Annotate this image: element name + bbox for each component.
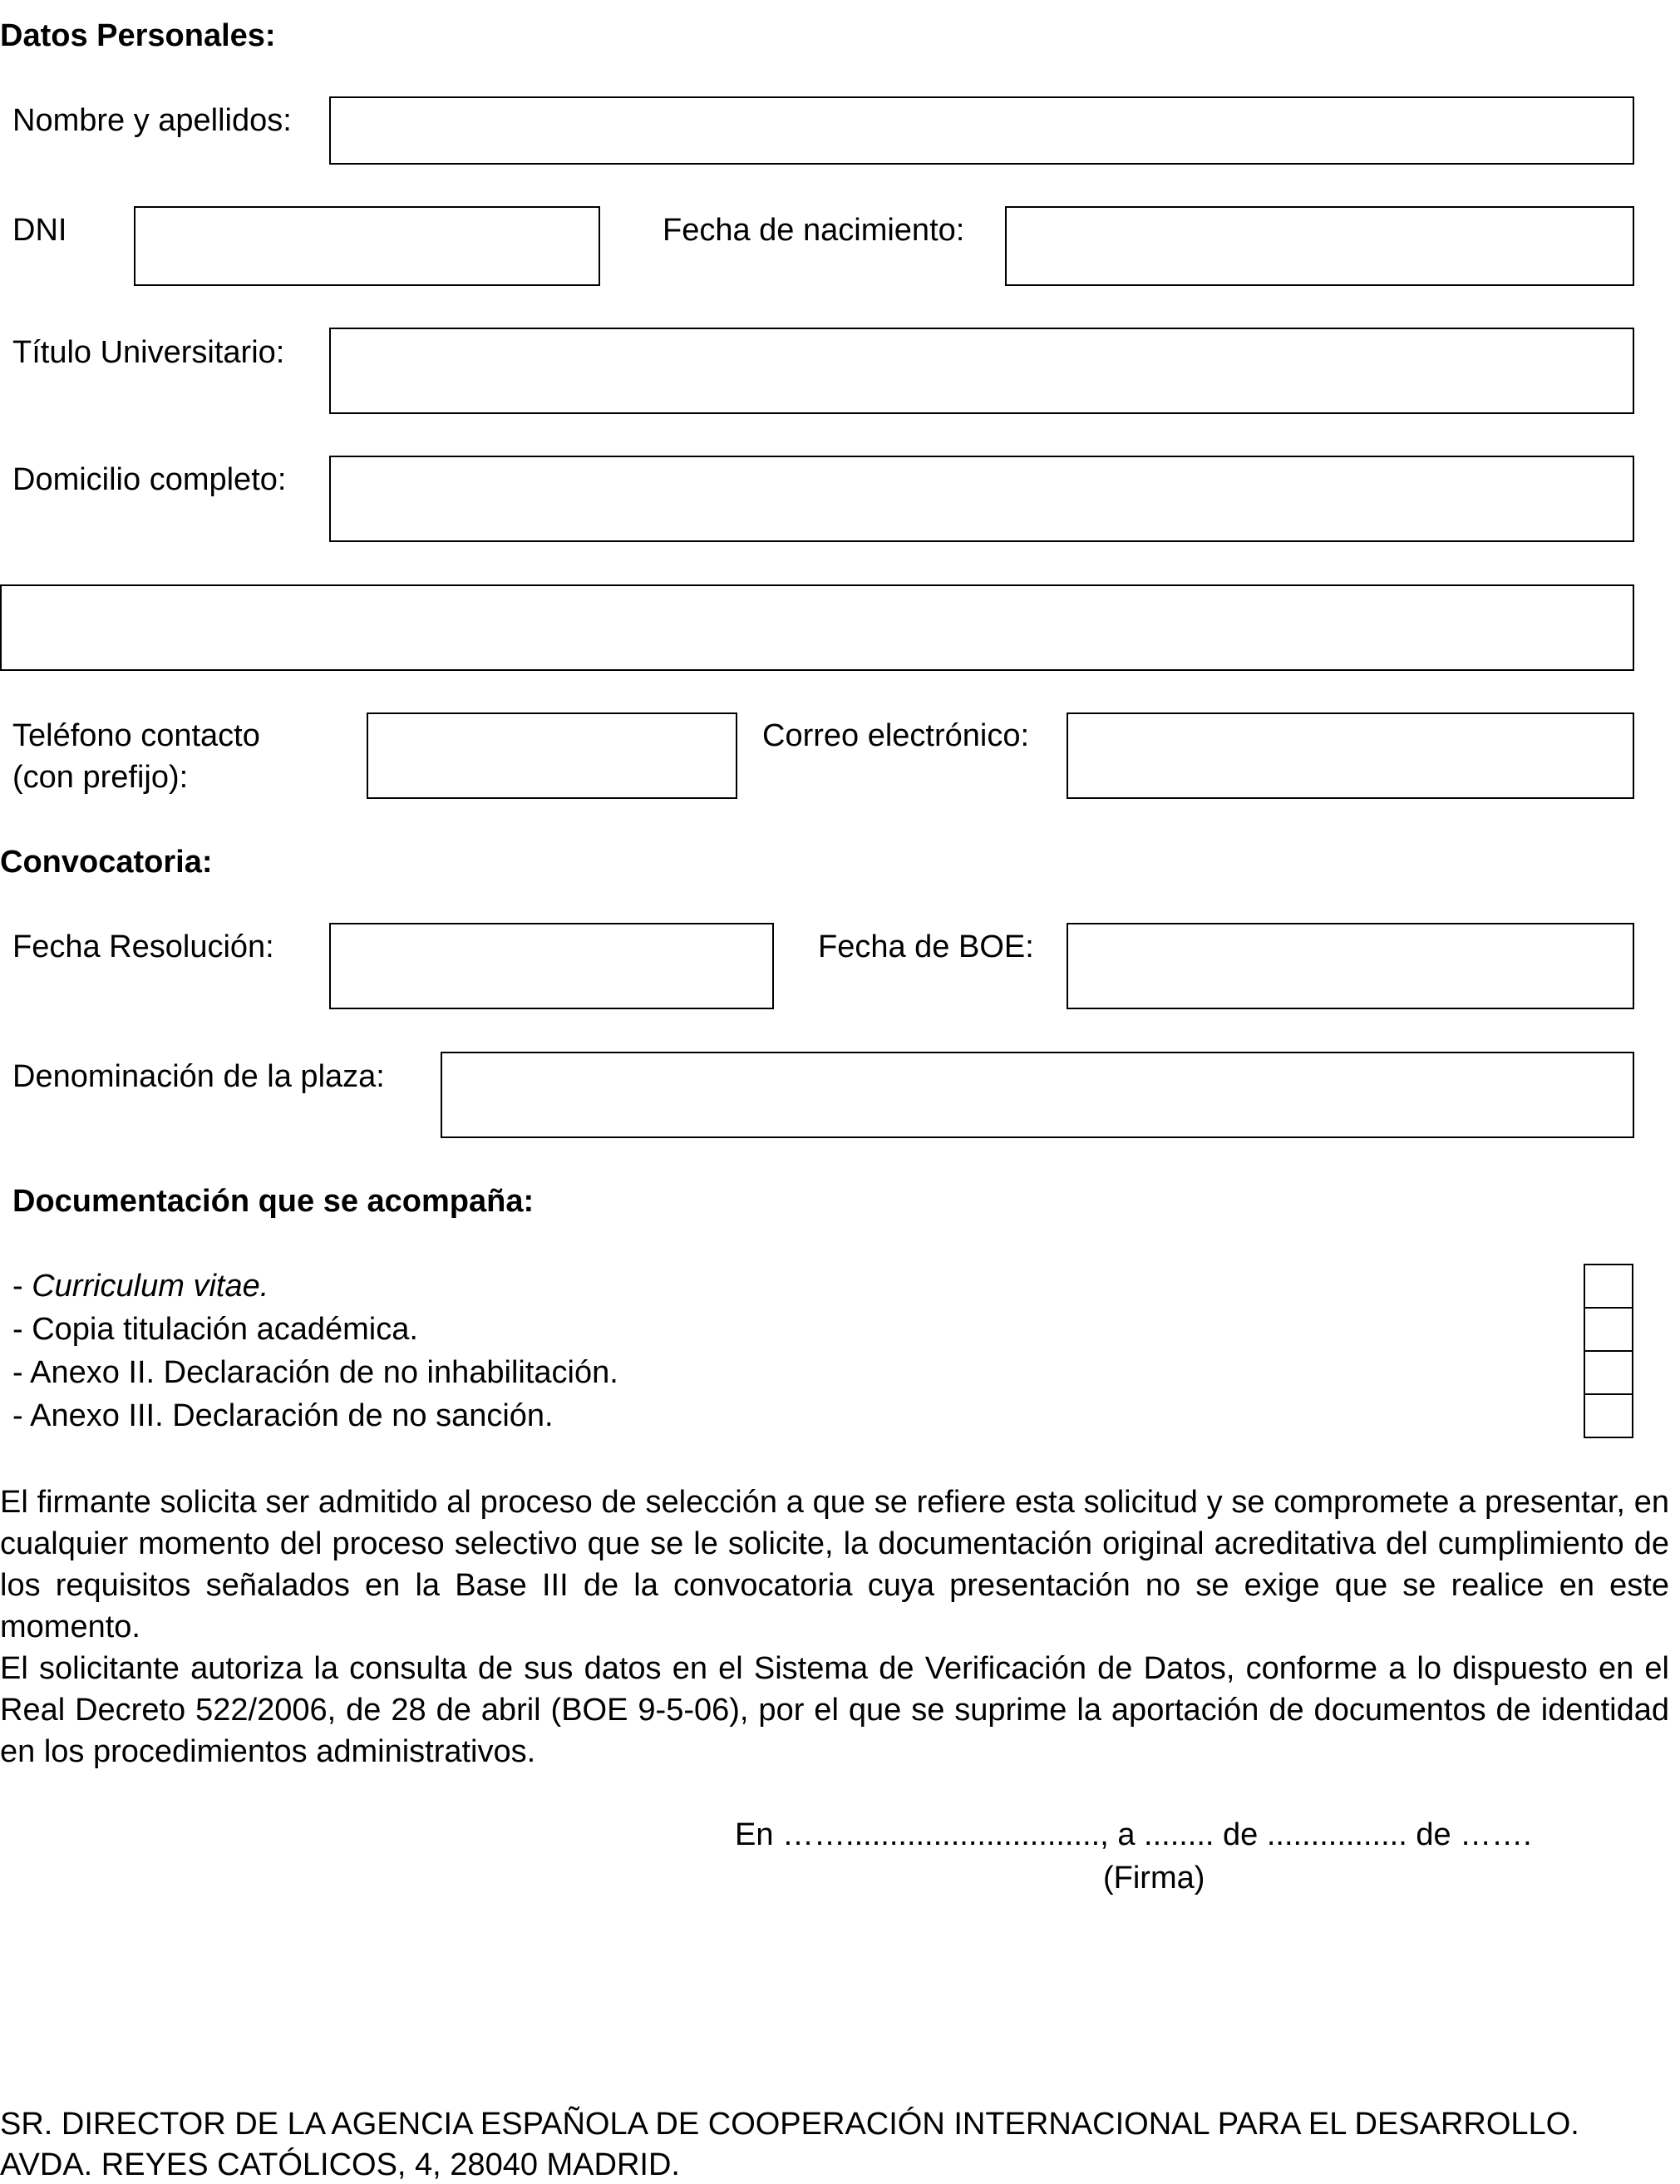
boe-date-field[interactable] [1067,923,1634,1009]
document-item: - Copia titulación académica. [12,1312,418,1347]
addressee-line-1: SR. DIRECTOR DE LA AGENCIA ESPAÑOLA DE COOPERACIÓN INTERNACIONAL PARA EL DESARROLLO. [0,2107,1579,2142]
document-item: - Anexo II. Declaración de no inhabilitación. [12,1355,618,1390]
document-item-label: Copia titulación académica. [32,1312,418,1347]
addressee-line-2: AVDA. REYES CATÓLICOS, 4, 28040 MADRID. [0,2147,680,2182]
place-date-line: En ……............................., a ........ de ................ de ……. [735,1817,1532,1852]
resolution-date-label: Fecha Resolución: [12,929,274,964]
document-checkbox-titulacion[interactable] [1584,1307,1633,1352]
document-item: - Anexo III. Declaración de no sanción. [12,1398,554,1433]
boe-date-label: Fecha de BOE: [818,929,1034,964]
phone-field[interactable] [367,712,737,799]
document-item-label: Anexo II. Declaración de no inhabilitación. [30,1355,618,1390]
declaration-paragraph-2: El solicitante autoriza la consulta de sus datos en el Sistema de Verificación de Datos, conforme a lo dispuesto en el Real Decreto 522/2006, de 28 de abril (BOE 9-5-06), por el que se suprime la aportación de documentos de identidad en los procedimientos administrativos. [0,1651,1669,1769]
address-label: Domicilio completo: [12,462,287,497]
document-item-label: Anexo III. Declaración de no sanción. [30,1398,554,1433]
degree-field[interactable] [329,328,1634,414]
name-field[interactable] [329,96,1634,165]
birthdate-label: Fecha de nacimiento: [663,213,965,248]
document-checkbox-anexo-iii[interactable] [1584,1393,1633,1438]
address-field[interactable] [329,456,1634,542]
dni-label: DNI [12,213,67,248]
dni-field[interactable] [134,206,600,286]
birthdate-field[interactable] [1005,206,1634,286]
phone-label-line-1: Teléfono contacto [12,718,260,753]
degree-label: Título Universitario: [12,335,285,370]
document-item-label: Curriculum vitae. [32,1269,269,1304]
position-field[interactable] [441,1052,1634,1138]
signature-label: (Firma) [1103,1861,1205,1896]
section-title-documentation: Documentación que se acompaña: [12,1184,535,1219]
section-title-convocatoria: Convocatoria: [0,845,213,880]
resolution-date-field[interactable] [329,923,774,1009]
phone-label-line-2: (con prefijo): [12,760,189,795]
address-field-line-2[interactable] [0,584,1634,671]
document-checkbox-curriculum[interactable] [1584,1264,1633,1309]
section-title-personal: Datos Personales: [0,18,276,53]
position-label: Denominación de la plaza: [12,1059,385,1094]
document-checkbox-anexo-ii[interactable] [1584,1350,1633,1395]
declaration-paragraph-1: El firmante solicita ser admitido al proceso de selección a que se refiere esta solicitud y se compromete a presentar, en cualquier momento del proceso selectivo que se le solicite, la documentación original acreditativa del cumplimiento de los requisitos señalados en la Base III de la convocatoria cuya presentación no se exige que se realice en este momento. [0,1485,1669,1644]
name-label: Nombre y apellidos: [12,103,292,138]
email-field[interactable] [1067,712,1634,799]
document-item: - Curriculum vitae. [12,1269,269,1304]
email-label: Correo electrónico: [762,718,1030,753]
